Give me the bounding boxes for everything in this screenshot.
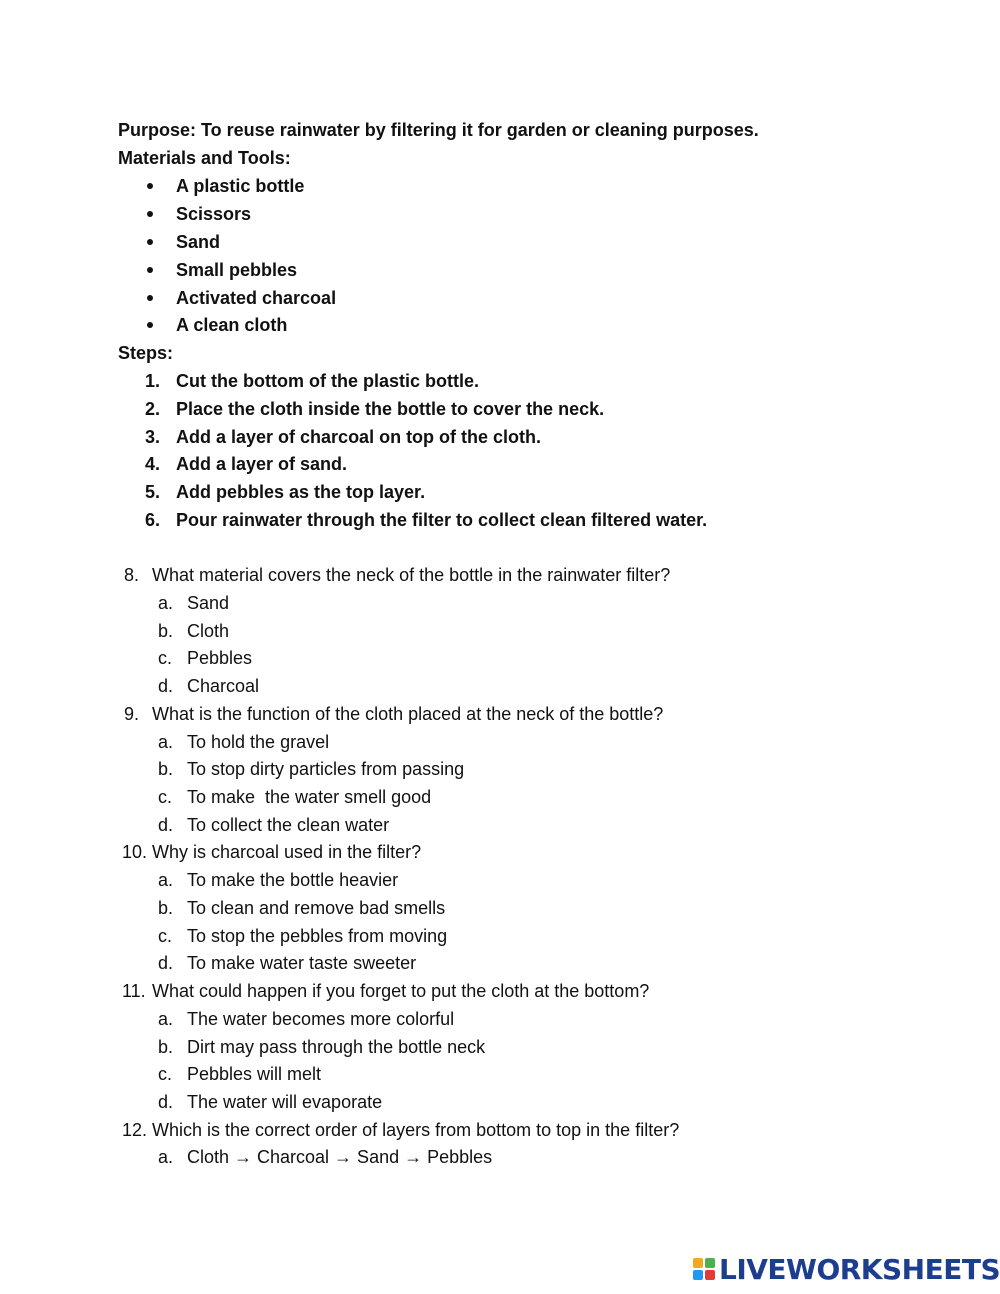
question-number: 11. [122,981,146,1001]
bullet-icon [147,183,153,189]
question-text: Which is the correct order of layers from bottom to top in the filter? [152,1120,680,1140]
step-number: 5. [145,482,161,502]
step-number: 4. [145,454,161,474]
question-text: What material covers the neck of the bottle in the rainwater filter? [152,565,671,585]
step-text: Cut the bottom of the plastic bottle. [176,371,479,391]
bullet-icon [147,211,153,217]
liveworksheets-logo [693,1253,1000,1285]
materials-heading: Materials and Tools: [118,148,291,168]
step-text: Pour rainwater through the filter to collect clean filtered water. [176,510,708,530]
steps-heading: Steps: [118,343,174,363]
step-number: 1. [145,371,161,391]
bullet-icon [147,239,153,245]
question-text: What is the function of the cloth placed at the neck of the bottle? [152,704,664,724]
question-number: 9. [124,704,140,724]
bullet-icon [147,295,153,301]
question-text: What could happen if you forget to put the cloth at the bottom? [152,981,650,1001]
step-number: 6. [145,510,161,530]
step-text: Place the cloth inside the bottle to cover the neck. [176,399,605,419]
logo-squares-icon [693,1258,715,1280]
step-text: Add pebbles as the top layer. [176,482,426,502]
step-number: 3. [145,427,161,447]
step-text: Add a layer of sand. [176,454,348,474]
step-text: Add a layer of charcoal on top of the cloth. [176,427,542,447]
logo-text: LIVEWORKSHEETS [719,1252,1000,1286]
question-number: 12. [122,1120,148,1140]
question-number: 8. [124,565,140,585]
step-number: 2. [145,399,161,419]
bullet-icon [147,322,153,328]
question-number: 10. [122,842,148,862]
bullet-icon [147,267,153,273]
question-text: Why is charcoal used in the filter? [152,842,422,862]
purpose-text: Purpose: To reuse rainwater by filtering it for garden or cleaning purposes. [118,120,759,140]
